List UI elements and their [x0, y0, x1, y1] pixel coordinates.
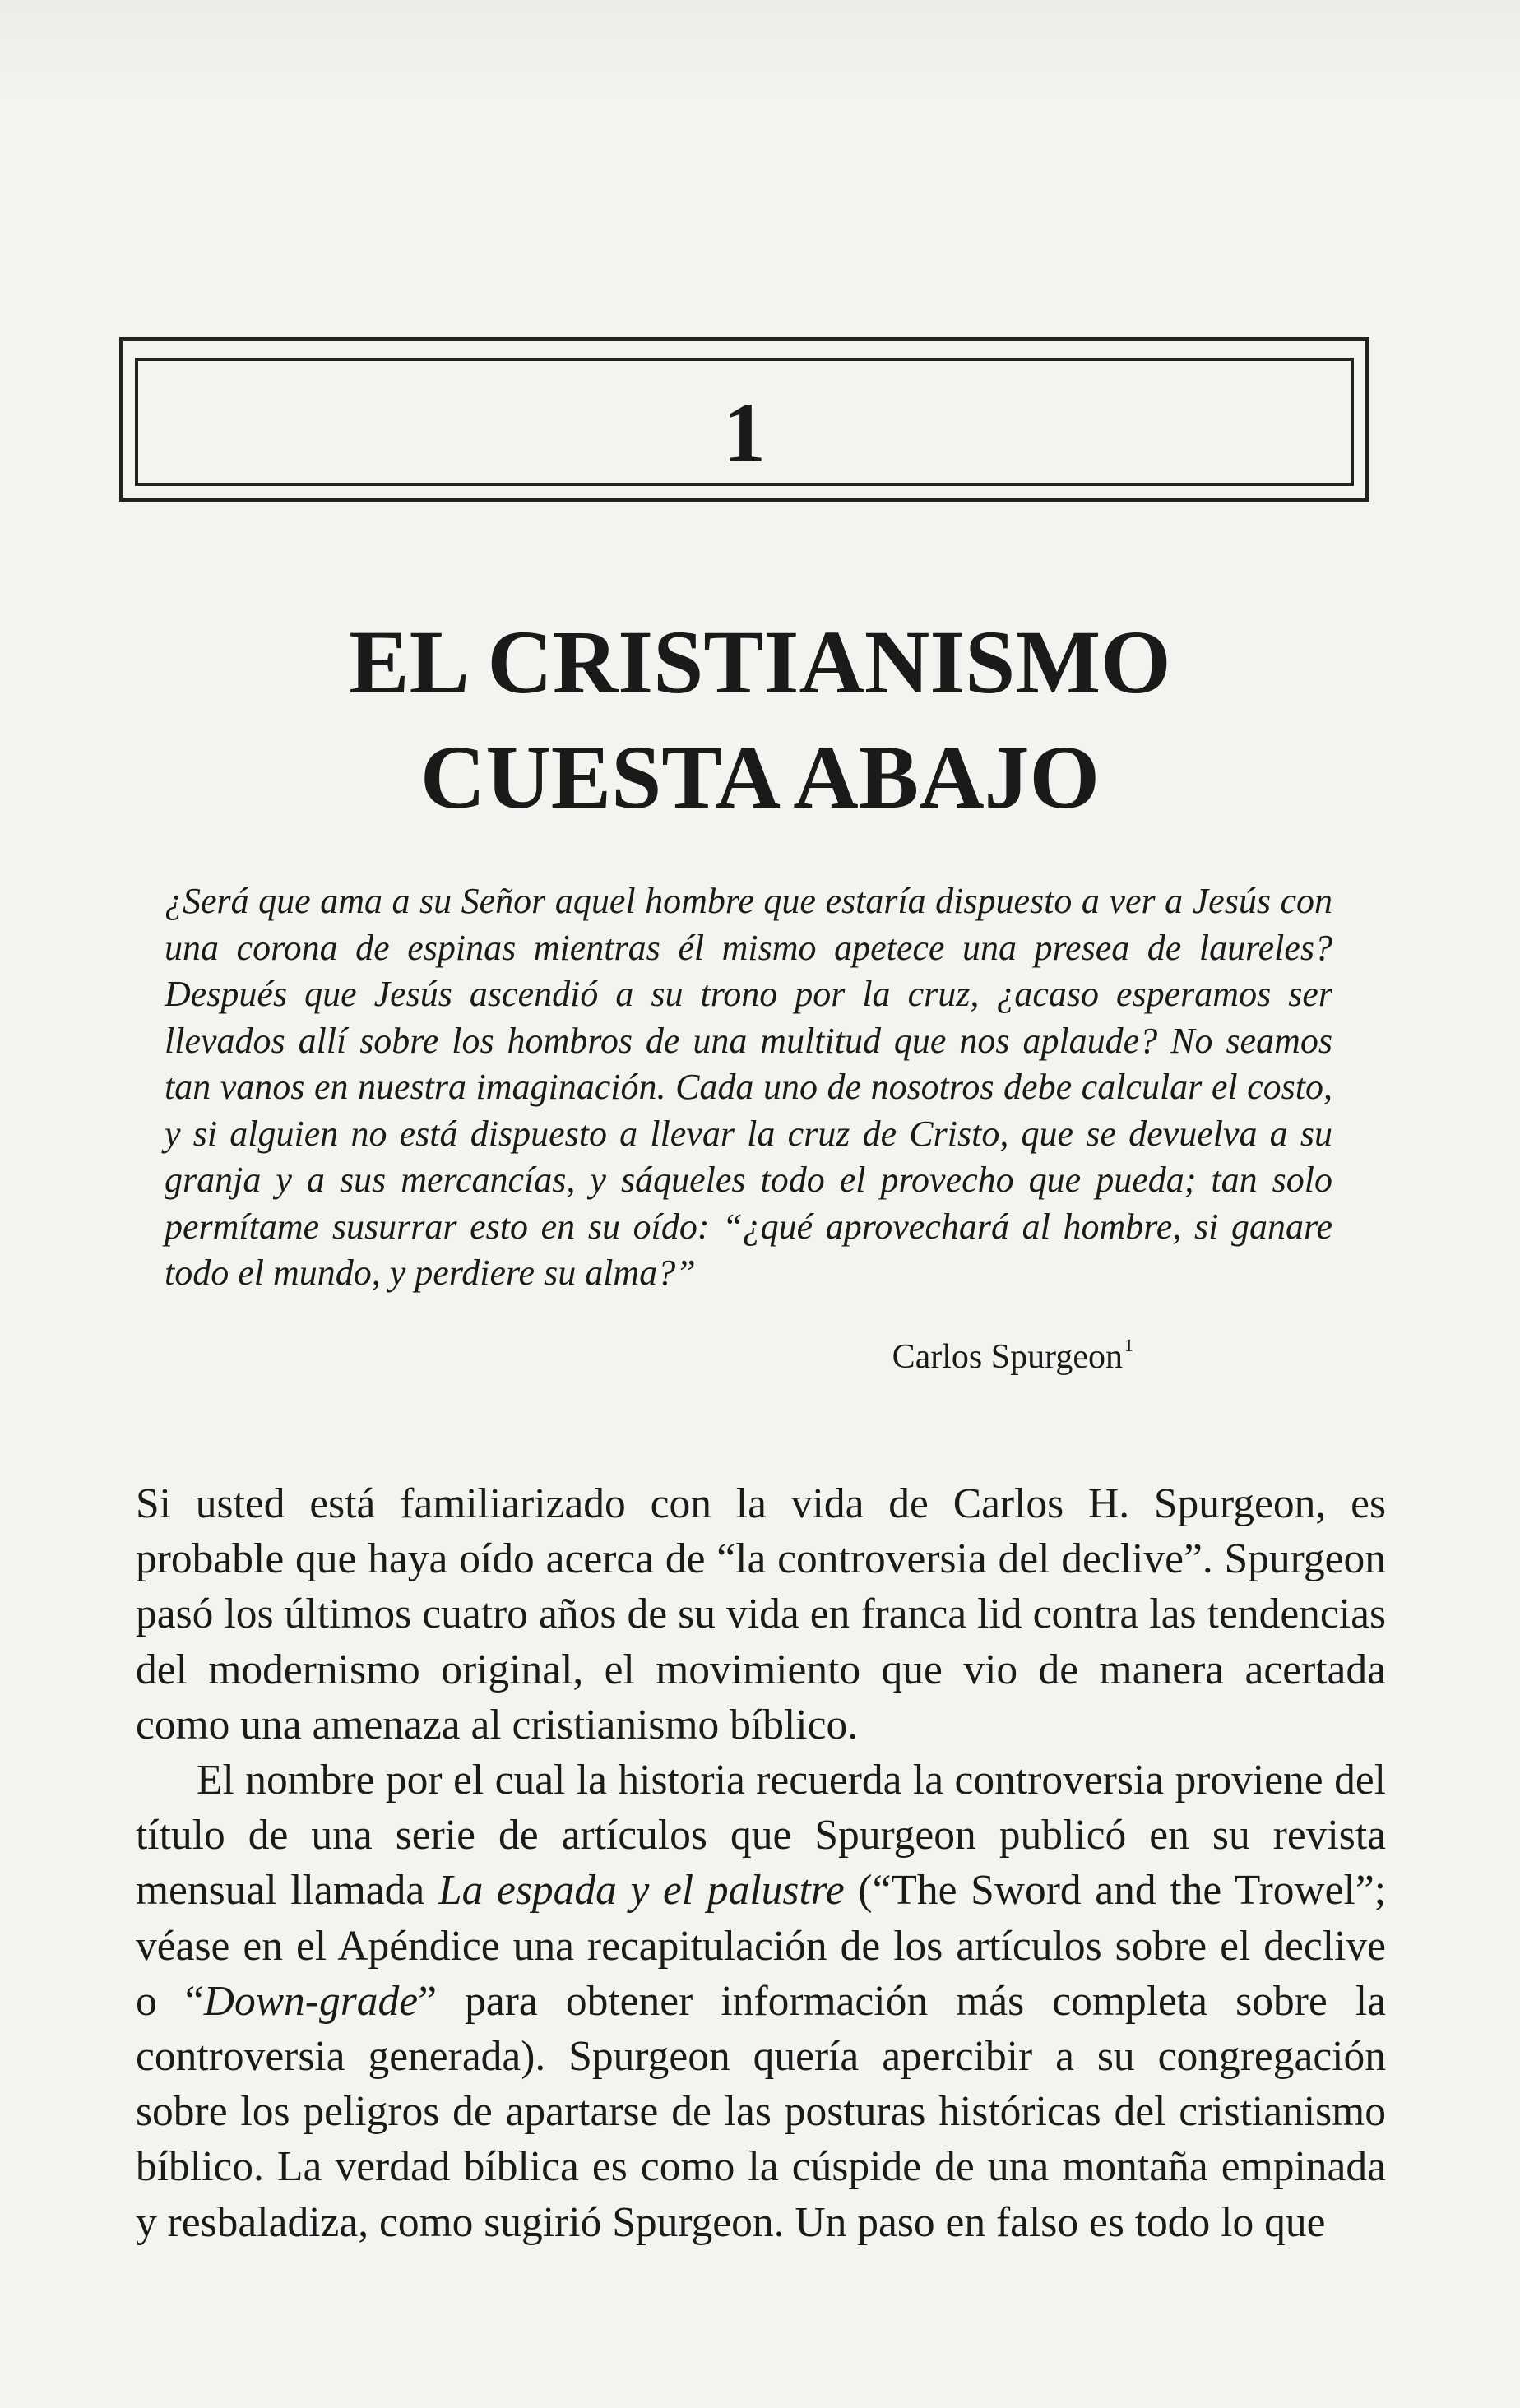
body-paragraph-2-part-b: (“The Sword and the Trowel”; véase en el Apéndice una recapitulación de los artículos sobre el declive o “ [136, 1867, 1386, 2025]
body-paragraph-1: Si usted está familiarizado con la vida de Carlos H. Spurgeon, es probable que haya oído acerca de “la controversia del declive”. Spurgeon pasó los últimos cuatro años de su vida en franca lid contra las tendencias del modernismo original, el movimiento que vio de manera acertada como una amenaza al cristianismo bíblico. [136, 1480, 1386, 1748]
epigraph-attribution [892, 1336, 1133, 1374]
chapter-number-frame [119, 337, 1369, 502]
chapter-number: 1 [723, 386, 766, 480]
magazine-title: La espada y el palustre [438, 1867, 845, 1915]
chapter-title-line-1: EL CRISTIANISMO [349, 612, 1171, 712]
body-paragraph-2-part-a: El nombre por el cual la historia recuerda la controversia proviene del título de una serie de artículos que Spurgeon publicó en su revista mensual llamada [136, 1757, 1386, 1915]
chapter-body [136, 1476, 1386, 2250]
chapter-title [165, 604, 1355, 835]
footnote-marker: 1 [1124, 1335, 1133, 1355]
page-top-bleed [0, 0, 1520, 99]
body-paragraph-2-part-c: ” para obtener información más completa sobre la controversia generada). Spurgeon quería apercibir a su congregación sobre los peligros de apartarse de las posturas históricas del cristianismo bíblico. La verdad bíblica es como la cúspide de una montaña empinada y resbaladiza, como sugirió Spurgeon. Un paso en falso es todo lo que [136, 1977, 1387, 2246]
body-paragraph-2 [136, 1753, 1386, 2250]
epigraph-author: Carlos Spurgeon [892, 1338, 1123, 1376]
epigraph-quote: ¿Será que ama a su Señor aquel hombre que estaría dispuesto a ver a Jesús con una corona de espinas mientras él mismo apetece una presea de laureles? Después que Jesús ascendió a su trono por la cruz, ¿acaso esperamos ser llevados allí sobre los hombros de una multitud que nos aplaude? No seamos tan vanos en nuestra imaginación. Cada uno de nosotros debe calcular el costo, y si alguien no está dispuesto a llevar la cruz de Cristo, que se devuelva a su granja y a sus mercancías, y sáqueles todo el provecho que pueda; tan solo permítame susurrar esto en su oído: “¿qué aprovechará al hombre, si ganare todo el mundo, y perdiere su alma?” [165, 881, 1332, 1293]
chapter-title-line-2: CUESTA ABAJO [419, 727, 1101, 827]
down-grade-term: Down-grade [203, 1977, 419, 2025]
